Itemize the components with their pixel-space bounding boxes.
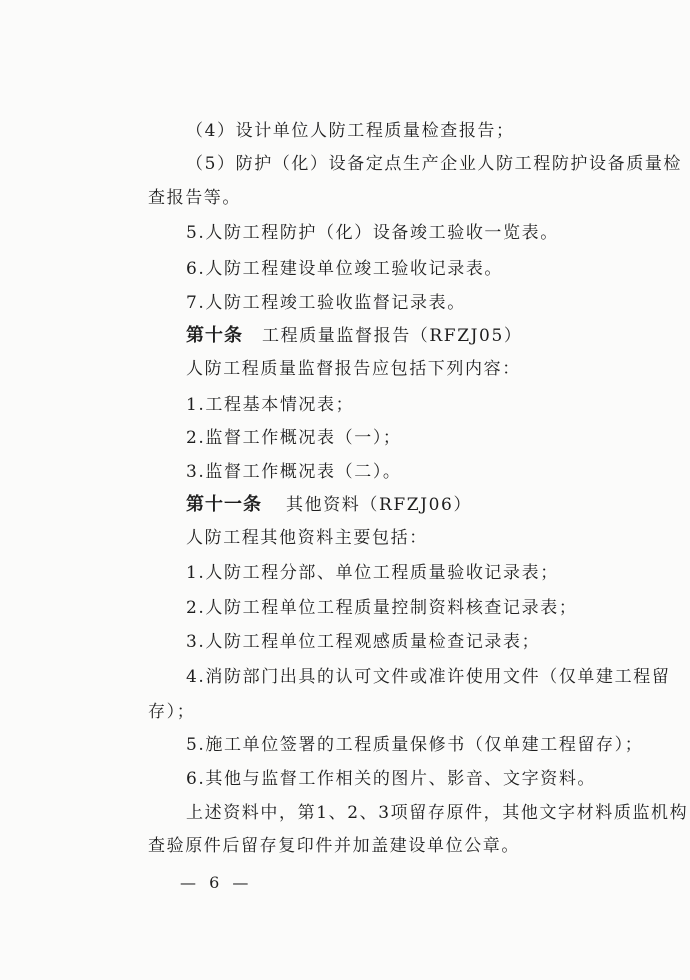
list-item-continuation: 存）； [148, 702, 196, 722]
article-11-intro: 人防工程其他资料主要包括： [186, 528, 428, 548]
text-line: 7.人防工程竣工验收监督记录表。 [186, 293, 466, 313]
text-line: （5）防护（化）设备定点生产企业人防工程防护设备质量检 [186, 154, 683, 174]
text-line: 5.人防工程防护（化）设备竣工验收一览表。 [186, 223, 559, 243]
article-11-title: 其他资料（RFZJ06） [286, 495, 473, 515]
text-line: 查报告等。 [148, 188, 241, 208]
list-item: 4.消防部门出具的认可文件或准许使用文件（仅单建工程留 [186, 667, 671, 687]
list-item: 2.监督工作概况表（一）； [186, 428, 402, 448]
article-10-intro: 人防工程质量监督报告应包括下列内容： [186, 359, 521, 379]
list-item: 1.人防工程分部、单位工程质量验收记录表； [186, 563, 559, 583]
closing-note: 查验原件后留存复印件并加盖建设单位公章。 [148, 836, 520, 856]
list-item: 5.施工单位签署的工程质量保修书（仅单建工程留存）； [186, 735, 644, 755]
list-item: 6.其他与监督工作相关的图片、影音、文字资料。 [186, 769, 597, 789]
list-item: 1.工程基本情况表； [186, 395, 355, 415]
list-item: 2.人防工程单位工程质量控制资料核查记录表； [186, 598, 578, 618]
closing-note: 上述资料中，第1、2、3项留存原件，其他文字材料质监机构 [186, 803, 689, 823]
list-item: 3.监督工作概况表（二）。 [186, 462, 402, 482]
article-10-title: 工程质量监督报告（RFZJ05） [262, 326, 523, 346]
text-line: （4）设计单位人防工程质量检查报告； [186, 121, 515, 141]
text-line: 6.人防工程建设单位竣工验收记录表。 [186, 259, 504, 279]
article-11-heading: 第十一条 [186, 494, 262, 515]
article-10-heading: 第十条 [186, 325, 243, 346]
list-item: 3.人防工程单位工程观感质量检查记录表； [186, 632, 541, 652]
page-number: — 6 — [180, 873, 253, 892]
